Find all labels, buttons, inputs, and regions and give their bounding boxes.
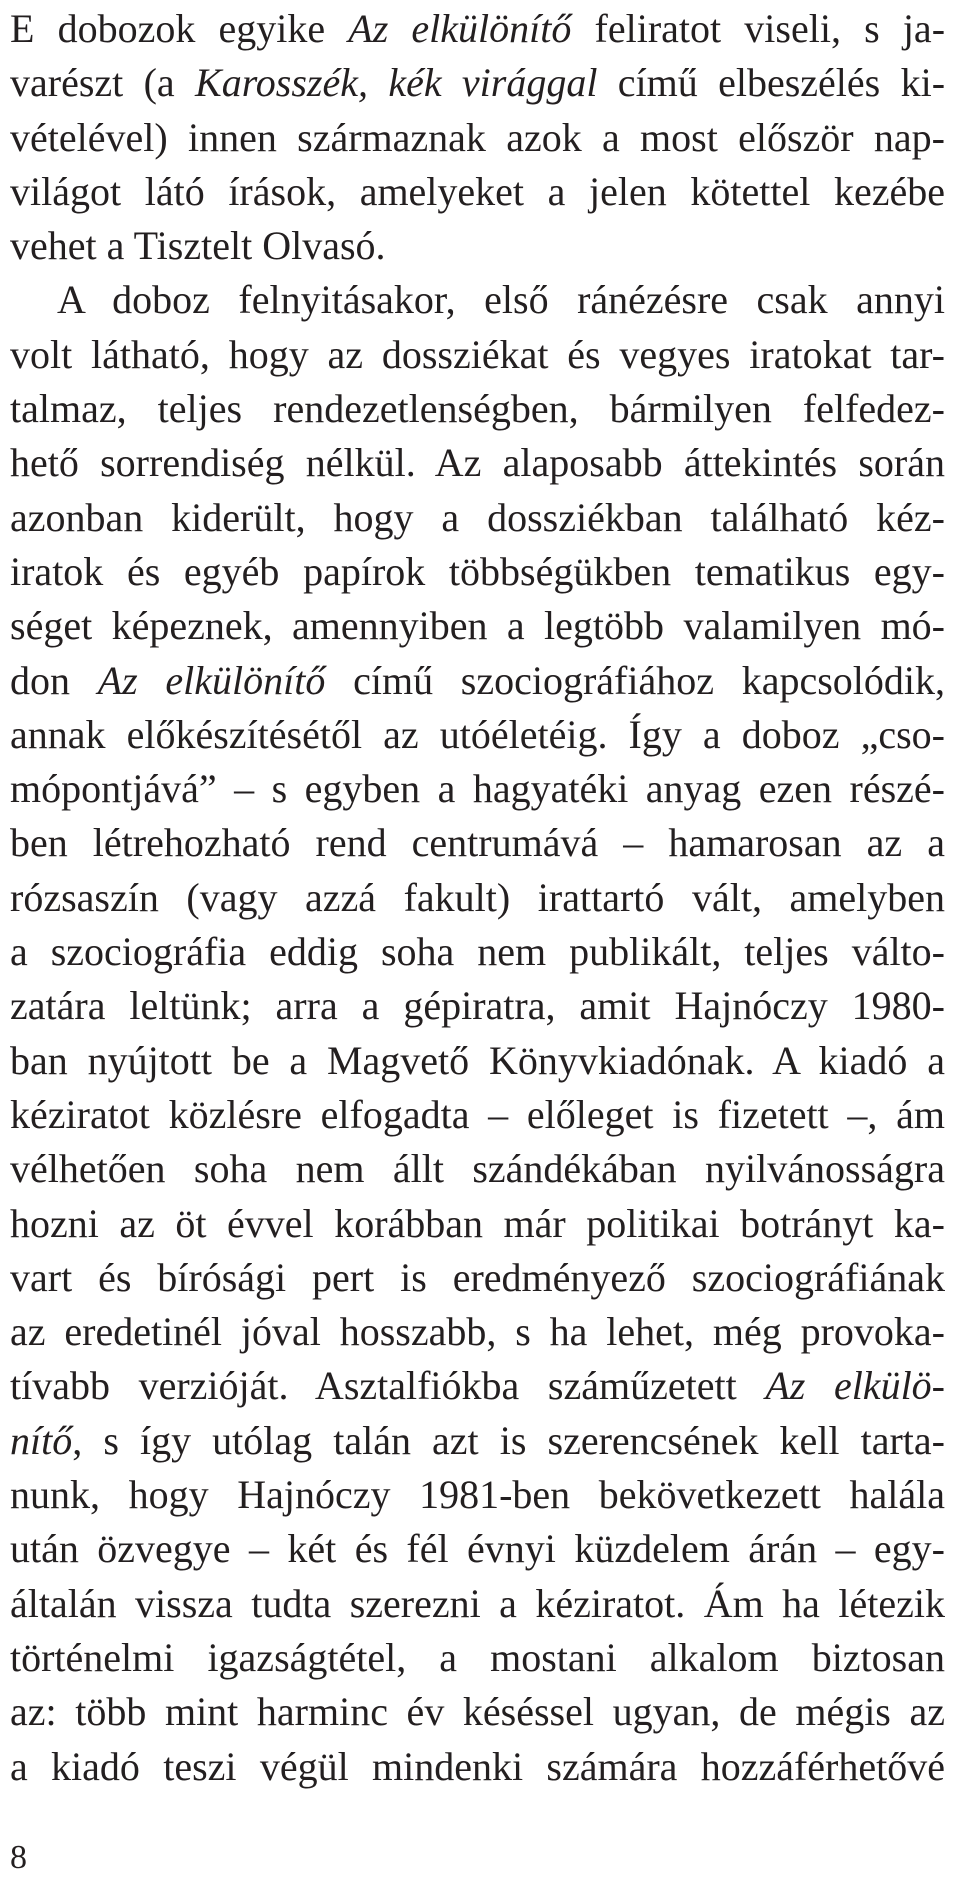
text-line [10,871,945,925]
text-segment: talmaz, teljes rendezetlenségben, bármilyen felfedez- [10,386,945,432]
text-line [10,599,945,653]
text-line [10,816,945,870]
body-text [10,2,945,1794]
text-segment: történelmi igazságtétel, a mostani alkalom biztosan [10,1634,945,1680]
text-segment: A doboz felnyitásakor, első ránézésre csak annyi [57,277,945,323]
text-line [10,1197,945,1251]
text-line [10,1414,945,1468]
text-segment: a kiadó teszi végül mindenki számára hozzáférhetővé [10,1743,945,1789]
text-segment: vételével) innen származnak azok a most először nap- [10,114,945,160]
text-segment: című elbeszélés ki- [597,60,946,106]
text-line [10,491,945,545]
text-line [10,925,945,979]
text-line [10,56,945,110]
text-line [10,1088,945,1142]
text-segment: feliratot viseli, s ja- [571,6,946,51]
text-segment: azonban kiderült, hogy a dossziékban található kéz- [10,494,945,540]
text-segment: ben létrehozható rend centrumává – hamarosan az a [10,820,945,866]
text-segment: általán vissza tudta szerezni a kéziratot. Ám ha létezik [10,1580,945,1626]
text-line [10,111,945,165]
text-segment: a szociográfia eddig soha nem publikált, teljes válto- [10,929,945,975]
text-segment: az eredetinél jóval hosszabb, s ha lehet, még provoka- [10,1309,945,1355]
text-segment: volt látható, hogy az dossziékat és vegyes iratokat tar- [10,331,945,377]
text-line [10,1740,945,1794]
text-line [10,1577,945,1631]
text-segment: don [10,657,98,703]
text-segment: E dobozok egyike [10,6,349,51]
text-line [10,328,945,382]
text-segment: zatára leltünk; arra a gépiratra, amit Hajnóczy 1980- [10,983,945,1029]
italic-text: Az elkülö- [765,1363,945,1409]
italic-text: Az elkülönítő [97,657,326,703]
text-segment: iratok és egyéb papírok többségükben tematikus egy- [10,548,945,594]
italic-text: Karosszék, kék virággal [195,60,598,106]
text-segment: vart és bírósági pert is eredményező szociográfiának [10,1254,945,1300]
text-segment: tívabb verzióját. Asztalfiókba száműzetett [10,1363,766,1409]
text-line [10,1522,945,1576]
text-line [10,382,945,436]
text-segment: annak előkészítésétől az utóéletéig. Így a doboz „cso- [10,711,945,757]
text-line [10,165,945,219]
italic-text: nítő [10,1417,73,1463]
text-line [10,2,945,56]
text-line [10,1631,945,1685]
text-segment: varészt (a [10,60,196,106]
text-segment: című szociográfiához kapcsolódik, [325,657,946,703]
text-segment: kéziratot közlésre elfogadta – előleget is fizetett –, ám [10,1091,945,1137]
text-line [10,762,945,816]
text-line [10,654,945,708]
text-segment: az: több mint harminc év késéssel ugyan, de mégis az [10,1689,945,1735]
text-line [10,1305,945,1359]
text-segment: nunk, hogy Hajnóczy 1981-ben bekövetkezett halála [10,1472,945,1518]
text-segment: hozni az öt évvel korábban már politikai botrányt ka- [10,1200,945,1246]
text-segment: hető sorrendiség nélkül. Az alaposabb áttekintés során [10,440,945,486]
text-segment: , s így utólag talán azt is szerencsének kell tarta- [72,1417,945,1463]
text-line [10,545,945,599]
text-line [10,1359,945,1413]
text-line [10,1034,945,1088]
text-line [10,273,945,327]
text-line [10,1251,945,1305]
text-segment: séget képeznek, amennyiben a legtöbb valamilyen mó- [10,603,945,649]
text-line [10,1468,945,1522]
text-line [10,219,945,273]
text-segment: mópontjává” – s egyben a hagyatéki anyag ezen részé- [10,766,945,812]
text-segment: rózsaszín (vagy azzá fakult) irattartó vált, amelyben [10,874,945,920]
text-segment: vehet a Tisztelt Olvasó. [10,223,386,269]
page-number: 8 [10,1839,27,1876]
text-line [10,708,945,762]
text-line [10,1685,945,1739]
text-segment: világot látó írások, amelyeket a jelen kötettel kezébe [10,168,945,214]
text-segment: ban nyújtott be a Magvető Könyvkiadónak. A kiadó a [10,1037,945,1083]
text-line [10,1142,945,1196]
text-line [10,979,945,1033]
book-page [10,0,945,1896]
text-segment: vélhetően soha nem állt szándékában nyilvánosságra [10,1146,945,1192]
italic-text: Az elkülönítő [348,6,572,51]
text-segment: után özvegye – két és fél évnyi küzdelem árán – egy- [10,1526,945,1572]
text-line [10,436,945,490]
